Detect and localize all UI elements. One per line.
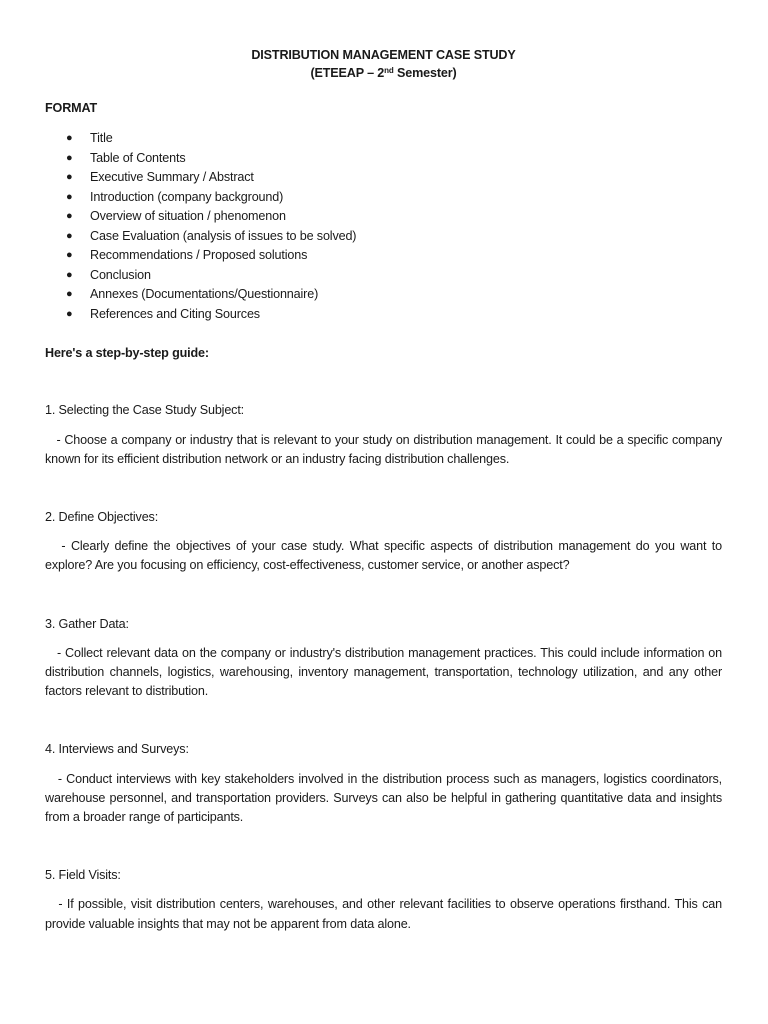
format-item [45, 246, 722, 266]
format-item [45, 207, 722, 227]
step-section [45, 866, 726, 934]
format-item-label: Title [90, 131, 113, 146]
format-item-label: Conclusion [90, 267, 151, 282]
document-content [45, 47, 726, 934]
format-item [45, 266, 722, 286]
title-line-2-sup: nd [384, 65, 394, 75]
format-item-label: Overview of situation / phenomenon [90, 209, 286, 224]
title-line-2-suffix: Semester) [393, 65, 457, 80]
step-body: - Conduct interviews with key stakeholders involved in the distribution process such as managers, logistics coordinators, warehouse personnel, and transportation providers. Surveys can also be helpful in gathering quantitative data and insights from a broader range of participants. [45, 771, 726, 825]
format-item-label: References and Citing Sources [90, 306, 260, 321]
title-line-2-prefix: (ETEEAP – 2 [310, 65, 385, 80]
step-title: 3. Gather Data: [45, 616, 129, 631]
format-item [45, 285, 722, 305]
bullet-icon: ● [66, 190, 73, 203]
document-title [45, 47, 722, 82]
bullet-icon: ● [66, 288, 73, 301]
step-body: - Clearly define the objectives of your case study. What specific aspects of distribution management do you want to explore? Are you focusing on efficiency, cost-effectiveness, customer service, or another aspect? [45, 539, 726, 573]
format-item [45, 168, 722, 188]
step-title: 5. Field Visits: [45, 868, 121, 883]
guide-heading: Here's a step-by-step guide: [45, 346, 209, 361]
bullet-icon: ● [66, 210, 73, 223]
step-title: 2. Define Objectives: [45, 510, 159, 525]
format-item-label: Table of Contents [90, 150, 186, 165]
step-body: - Choose a company or industry that is relevant to your study on distribution management. It could be a specific company known for its efficient distribution network or an industry facing distribution challenges. [45, 432, 726, 466]
title-line-1: DISTRIBUTION MANAGEMENT CASE STUDY [251, 48, 516, 62]
bullet-icon: ● [66, 249, 73, 262]
step-section [45, 508, 726, 576]
format-item-label: Executive Summary / Abstract [90, 170, 254, 185]
bullet-icon: ● [66, 307, 73, 320]
format-item [45, 129, 722, 149]
bullet-icon: ● [66, 268, 73, 281]
step-title: 4. Interviews and Surveys: [45, 742, 189, 757]
step-title: 1. Selecting the Case Study Subject: [45, 403, 245, 418]
bullet-icon: ● [66, 229, 73, 242]
step-section [45, 740, 726, 827]
format-heading: FORMAT [45, 101, 98, 115]
bullet-icon: ● [66, 151, 73, 164]
bullet-icon: ● [66, 171, 73, 184]
step-section [45, 401, 726, 469]
step-section [45, 615, 726, 702]
format-item-label: Case Evaluation (analysis of issues to be solved) [90, 228, 357, 243]
format-item-label: Recommendations / Proposed solutions [90, 248, 308, 263]
step-body: - Collect relevant data on the company or industry's distribution management practices. This could include information on distribution channels, logistics, warehousing, inventory management, transportation, technology utilization, and any other factors relevant to distribution. [45, 645, 726, 699]
step-body: - If possible, visit distribution centers, warehouses, and other relevant facilities to observe operations firsthand. This can provide valuable insights that may not be apparent from data alone. [45, 897, 726, 931]
format-item [45, 305, 722, 325]
format-item-label: Annexes (Documentations/Questionnaire) [90, 287, 319, 302]
bullet-icon: ● [66, 132, 73, 145]
title-line-2 [45, 65, 722, 83]
format-item [45, 149, 722, 169]
format-item-label: Introduction (company background) [90, 189, 284, 204]
format-item [45, 227, 722, 247]
format-list [45, 129, 722, 324]
format-item [45, 188, 722, 208]
